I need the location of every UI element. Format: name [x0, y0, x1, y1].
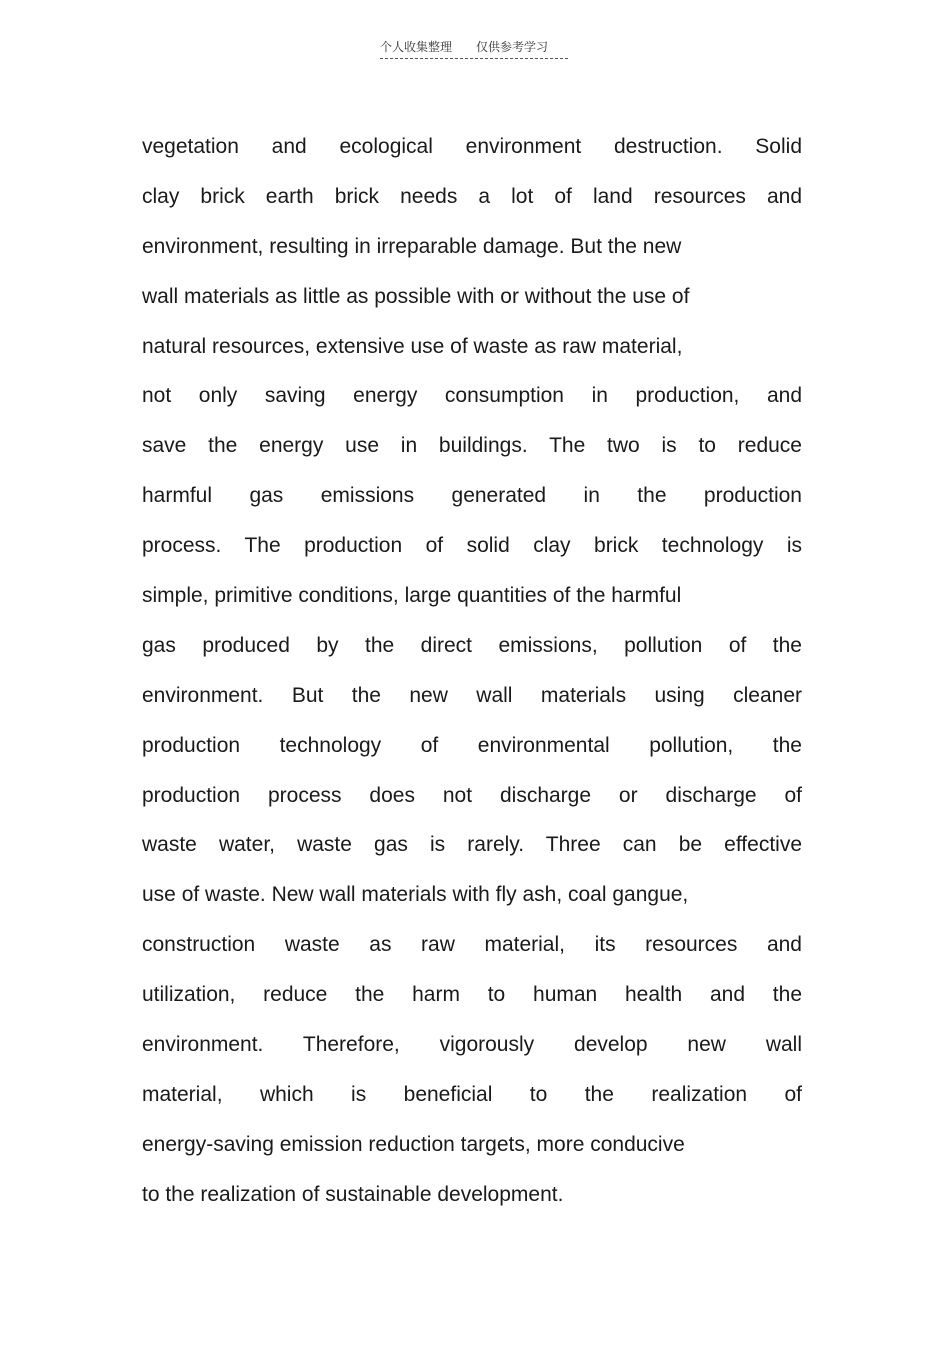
text-line: vegetation and ecological environment destruction. Solid: [142, 135, 802, 158]
text-line: natural resources, extensive use of waste as raw material,: [142, 334, 683, 358]
text-line: to the realization of sustainable development.: [142, 1182, 564, 1206]
text-line: material, which is beneficial to the realization of: [142, 1082, 802, 1106]
header-right-text: 仅供参考学习: [476, 40, 549, 54]
text-line: waste water, waste gas is rarely. Three can be effective: [142, 833, 802, 857]
text-line: simple, primitive conditions, large quantities of the harmful: [142, 584, 682, 608]
text-line: environment, resulting in irreparable damage. But the new: [142, 234, 682, 258]
body-paragraph: [142, 122, 802, 1220]
text-line: clay brick earth brick needs a lot of land resources and: [142, 184, 802, 208]
text-line: wall materials as little as possible with or without the use of: [142, 284, 690, 308]
text-line: harmful gas emissions generated in the production: [142, 484, 802, 508]
text-line: not only saving energy consumption in production, and: [142, 384, 802, 408]
text-line: energy-saving emission reduction targets, more conducive: [142, 1132, 685, 1156]
header-left-text: 个人收集整理: [380, 40, 453, 54]
text-line: save the energy use in buildings. The two is to reduce: [142, 434, 802, 458]
text-line: gas produced by the direct emissions, pollution of the: [142, 633, 802, 657]
text-line: production process does not discharge or discharge of: [142, 783, 802, 807]
text-line: process. The production of solid clay brick technology is: [142, 534, 802, 558]
text-line: environment. Therefore, vigorously develop new wall: [142, 1033, 802, 1057]
text-line: environment. But the new wall materials using cleaner: [142, 683, 802, 707]
text-line: utilization, reduce the harm to human health and the: [142, 983, 802, 1007]
page-header: [380, 38, 568, 59]
text-line: production technology of environmental pollution, the: [142, 733, 802, 757]
text-line: construction waste as raw material, its resources and: [142, 933, 802, 957]
text-line: use of waste. New wall materials with fly ash, coal gangue,: [142, 883, 689, 907]
